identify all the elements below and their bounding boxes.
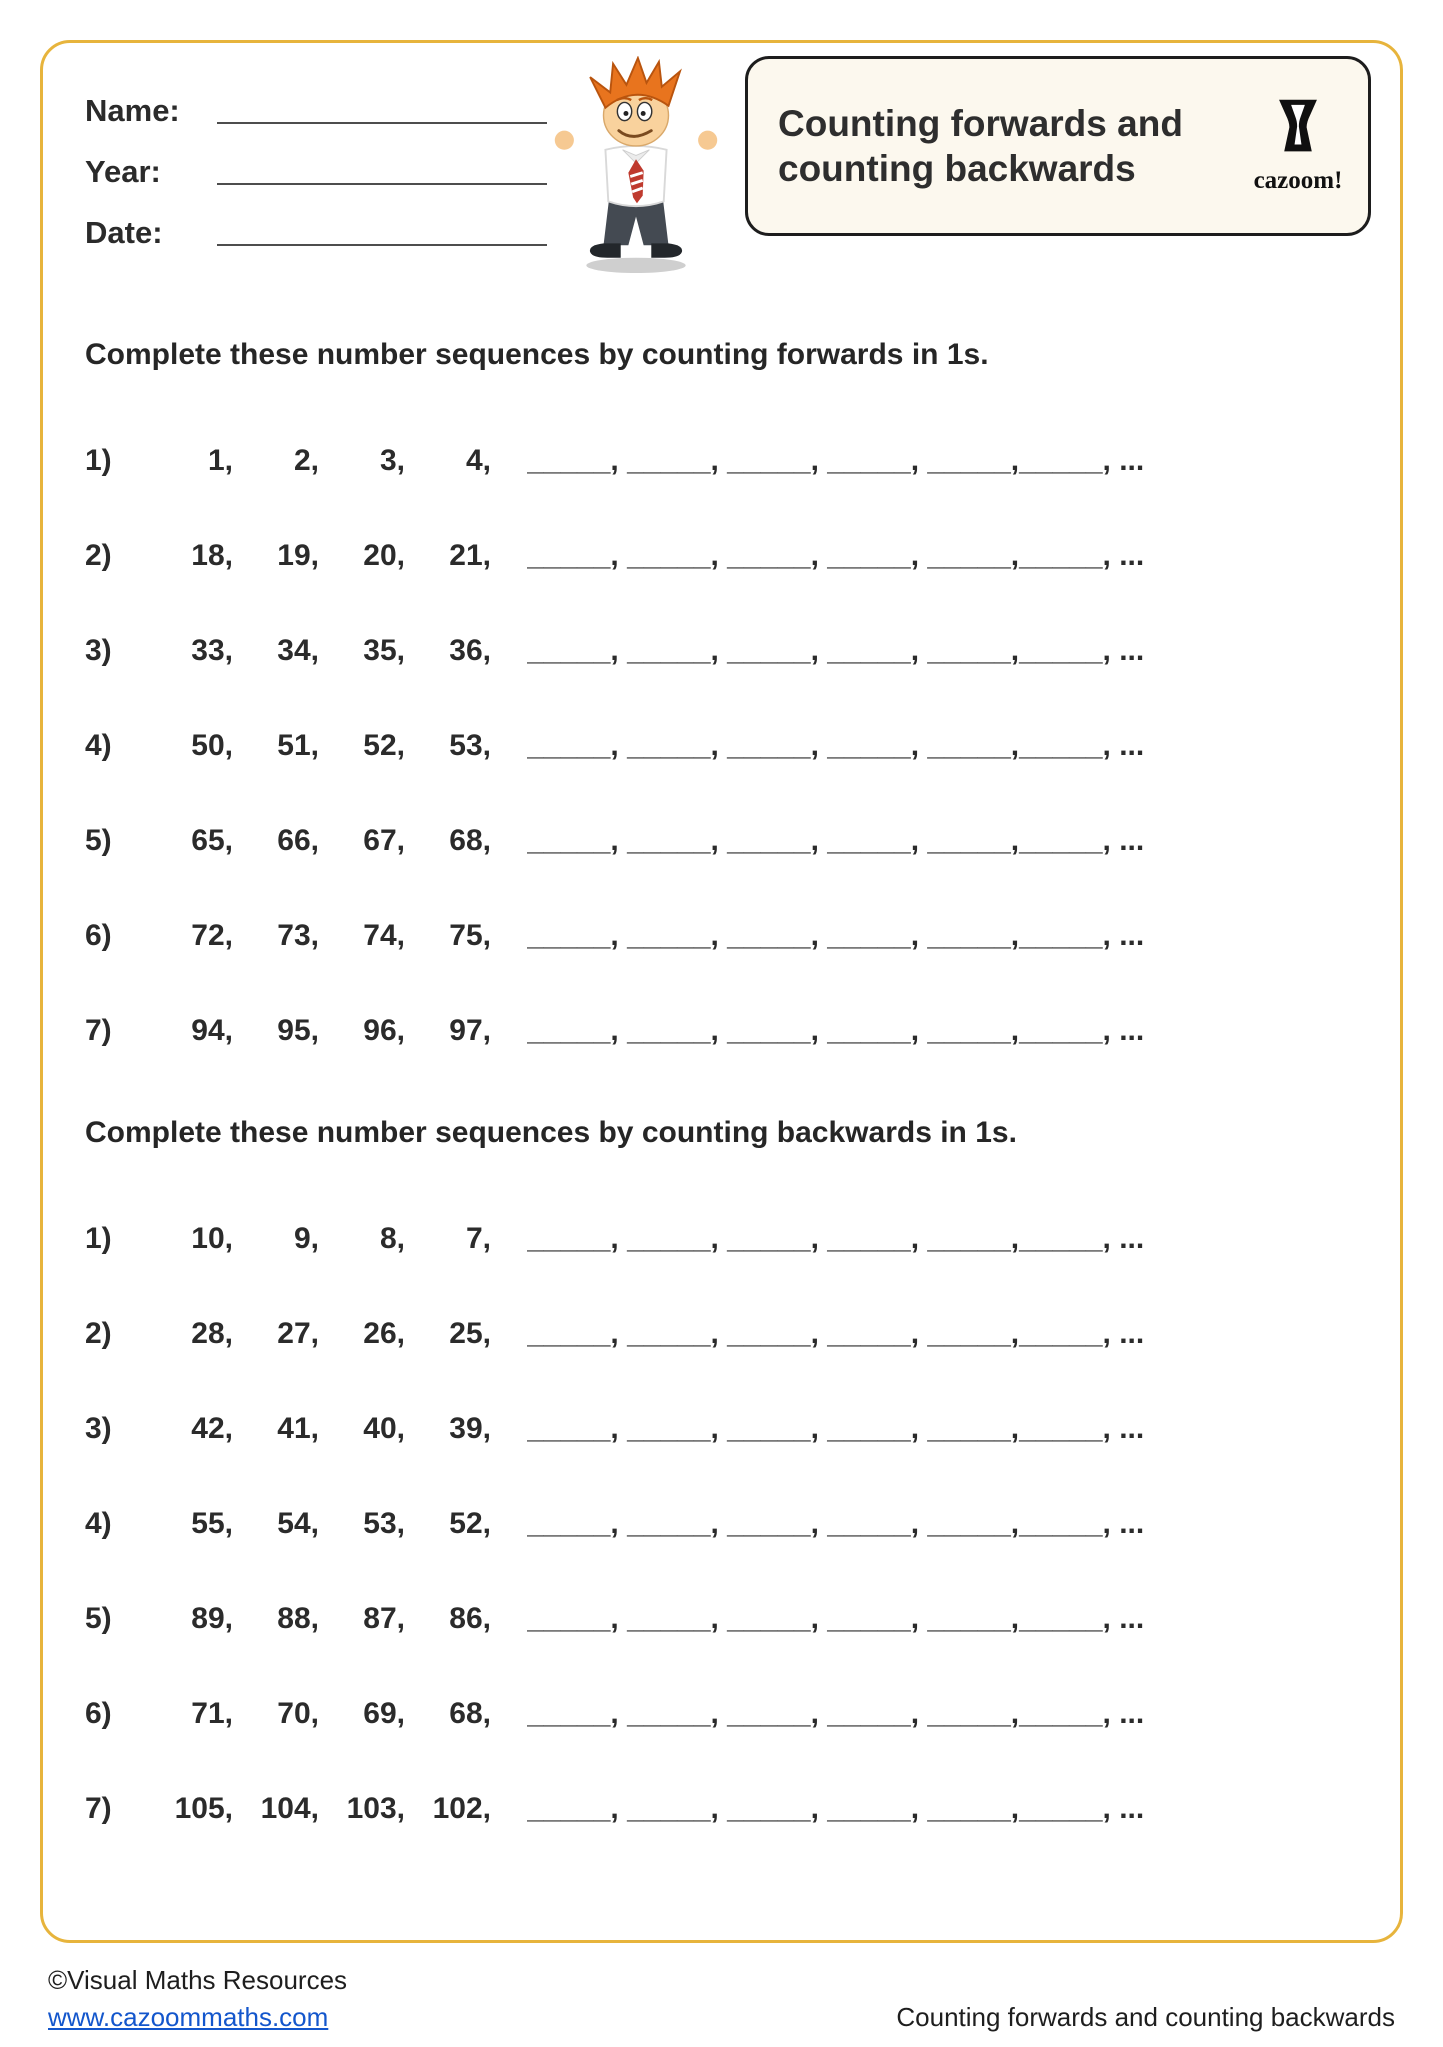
sequence-row (85, 1697, 1371, 1731)
row-number: 5) (85, 824, 112, 857)
footer-copyright: ©Visual Maths Resources (48, 1965, 348, 1995)
given-number: 52, (449, 1507, 491, 1540)
date-label: Date: (85, 215, 163, 250)
answer-blanks: _____, _____, _____, _____, _____,_____, ... (527, 1317, 1145, 1350)
given-number: 33, (191, 634, 233, 667)
year-fill-line (217, 151, 547, 185)
given-number: 67, (363, 824, 405, 857)
given-number: 68, (449, 824, 491, 857)
cazoom-logo-icon (1272, 147, 1324, 164)
answer-blanks: _____, _____, _____, _____, _____,_____, ... (527, 824, 1145, 857)
given-number: 65, (191, 824, 233, 857)
forwards-sequence-rows (85, 444, 1371, 1048)
given-number: 50, (191, 729, 233, 762)
name-label: Name: (85, 93, 180, 128)
given-number: 53, (449, 729, 491, 762)
sequence-row (85, 444, 1371, 478)
given-number: 96, (363, 1014, 405, 1047)
given-number: 103, (346, 1792, 405, 1825)
given-number: 51, (277, 729, 319, 762)
given-number: 94, (191, 1014, 233, 1047)
year-label: Year: (85, 154, 161, 189)
row-number: 6) (85, 1697, 112, 1730)
given-number: 26, (363, 1317, 405, 1350)
cazoom-logo-text: cazoom! (1253, 166, 1343, 194)
title-box (745, 56, 1371, 236)
row-number: 1) (85, 444, 112, 477)
row-number: 4) (85, 1507, 112, 1540)
given-number: 75, (449, 919, 491, 952)
sequence-row (85, 1222, 1371, 1256)
answer-blanks: _____, _____, _____, _____, _____,_____, ... (527, 1602, 1145, 1635)
footer-left-block (48, 1965, 347, 2033)
given-number: 54, (277, 1507, 319, 1540)
given-number: 40, (363, 1412, 405, 1445)
answer-blanks: _____, _____, _____, _____, _____,_____, ... (527, 1412, 1145, 1445)
given-number: 28, (191, 1317, 233, 1350)
sequence-row (85, 1602, 1371, 1636)
row-number: 3) (85, 634, 112, 667)
section-instruction-backwards: Complete these number sequences by counting backwards in 1s. (85, 1116, 1017, 1149)
given-number: 52, (363, 729, 405, 762)
cazoom-logo (1244, 98, 1352, 195)
answer-blanks: _____, _____, _____, _____, _____,_____, ... (527, 1792, 1145, 1825)
date-row (85, 212, 547, 251)
given-number: 105, (174, 1792, 233, 1825)
row-number: 6) (85, 919, 112, 952)
sequence-row (85, 1412, 1371, 1446)
section-instruction-forwards: Complete these number sequences by counting forwards in 1s. (85, 338, 989, 371)
given-number: 8, (379, 1222, 405, 1255)
answer-blanks: _____, _____, _____, _____, _____,_____, ... (527, 539, 1145, 572)
given-number: 71, (191, 1697, 233, 1730)
answer-blanks: _____, _____, _____, _____, _____,_____, ... (527, 1014, 1145, 1047)
given-number: 97, (449, 1014, 491, 1047)
worksheet-title (778, 101, 1244, 191)
given-number: 68, (449, 1697, 491, 1730)
given-number: 42, (191, 1412, 233, 1445)
given-number: 53, (363, 1507, 405, 1540)
sequence-row (85, 729, 1371, 763)
answer-blanks: _____, _____, _____, _____, _____,_____, ... (527, 444, 1145, 477)
answer-blanks: _____, _____, _____, _____, _____,_____, ... (527, 1222, 1145, 1255)
answer-blanks: _____, _____, _____, _____, _____,_____, ... (527, 729, 1145, 762)
given-number: 10, (191, 1222, 233, 1255)
year-row (85, 151, 547, 190)
given-number: 66, (277, 824, 319, 857)
given-number: 72, (191, 919, 233, 952)
given-number: 102, (432, 1792, 491, 1825)
sequence-row (85, 919, 1371, 953)
sequence-row (85, 824, 1371, 858)
given-number: 69, (363, 1697, 405, 1730)
answer-blanks: _____, _____, _____, _____, _____,_____, ... (527, 634, 1145, 667)
given-number: 3, (379, 444, 405, 477)
worksheet-content (85, 56, 1371, 1887)
given-number: 20, (363, 539, 405, 572)
given-number: 95, (277, 1014, 319, 1047)
forwards-section (85, 338, 1371, 1048)
row-number: 2) (85, 539, 112, 572)
given-number: 74, (363, 919, 405, 952)
student-id-block (85, 56, 547, 273)
sequence-row (85, 1792, 1371, 1826)
sequence-row (85, 1014, 1371, 1048)
backwards-sequence-rows (85, 1222, 1371, 1826)
given-number: 36, (449, 634, 491, 667)
given-number: 21, (449, 539, 491, 572)
given-number: 18, (191, 539, 233, 572)
given-number: 1, (207, 444, 233, 477)
given-number: 19, (277, 539, 319, 572)
title-line-1: Counting forwards and (778, 102, 1183, 144)
answer-blanks: _____, _____, _____, _____, _____,_____, ... (527, 1697, 1145, 1730)
given-number: 7, (465, 1222, 491, 1255)
row-number: 7) (85, 1792, 112, 1825)
given-number: 104, (260, 1792, 319, 1825)
name-row (85, 90, 547, 129)
backwards-section (85, 1116, 1371, 1826)
answer-blanks: _____, _____, _____, _____, _____,_____, ... (527, 1507, 1145, 1540)
answer-blanks: _____, _____, _____, _____, _____,_____, ... (527, 919, 1145, 952)
given-number: 35, (363, 634, 405, 667)
given-number: 4, (465, 444, 491, 477)
row-number: 5) (85, 1602, 112, 1635)
footer-title-text: Counting forwards and counting backwards (896, 2002, 1395, 2032)
row-number: 1) (85, 1222, 112, 1255)
name-fill-line (217, 90, 547, 124)
given-number: 87, (363, 1602, 405, 1635)
given-number: 89, (191, 1602, 233, 1635)
given-number: 73, (277, 919, 319, 952)
given-number: 27, (277, 1317, 319, 1350)
row-number: 7) (85, 1014, 112, 1047)
date-fill-line (217, 212, 547, 246)
sequence-row (85, 1507, 1371, 1541)
title-line-2: counting backwards (778, 148, 1136, 189)
given-number: 41, (277, 1412, 319, 1445)
given-number: 70, (277, 1697, 319, 1730)
given-number: 55, (191, 1507, 233, 1540)
sequence-row (85, 634, 1371, 668)
given-number: 39, (449, 1412, 491, 1445)
given-number: 9, (293, 1222, 319, 1255)
given-number: 2, (293, 444, 319, 477)
given-number: 86, (449, 1602, 491, 1635)
mascot-character-illustration (547, 56, 725, 276)
given-number: 34, (277, 634, 319, 667)
footer-url-link[interactable]: www.cazoommaths.com (48, 2002, 329, 2032)
row-number: 3) (85, 1412, 112, 1445)
given-number: 25, (449, 1317, 491, 1350)
worksheet-header (85, 56, 1371, 276)
row-number: 2) (85, 1317, 112, 1350)
row-number: 4) (85, 729, 112, 762)
sequence-row (85, 1317, 1371, 1351)
sequence-row (85, 539, 1371, 573)
page-footer (48, 1965, 1395, 2033)
given-number: 88, (277, 1602, 319, 1635)
